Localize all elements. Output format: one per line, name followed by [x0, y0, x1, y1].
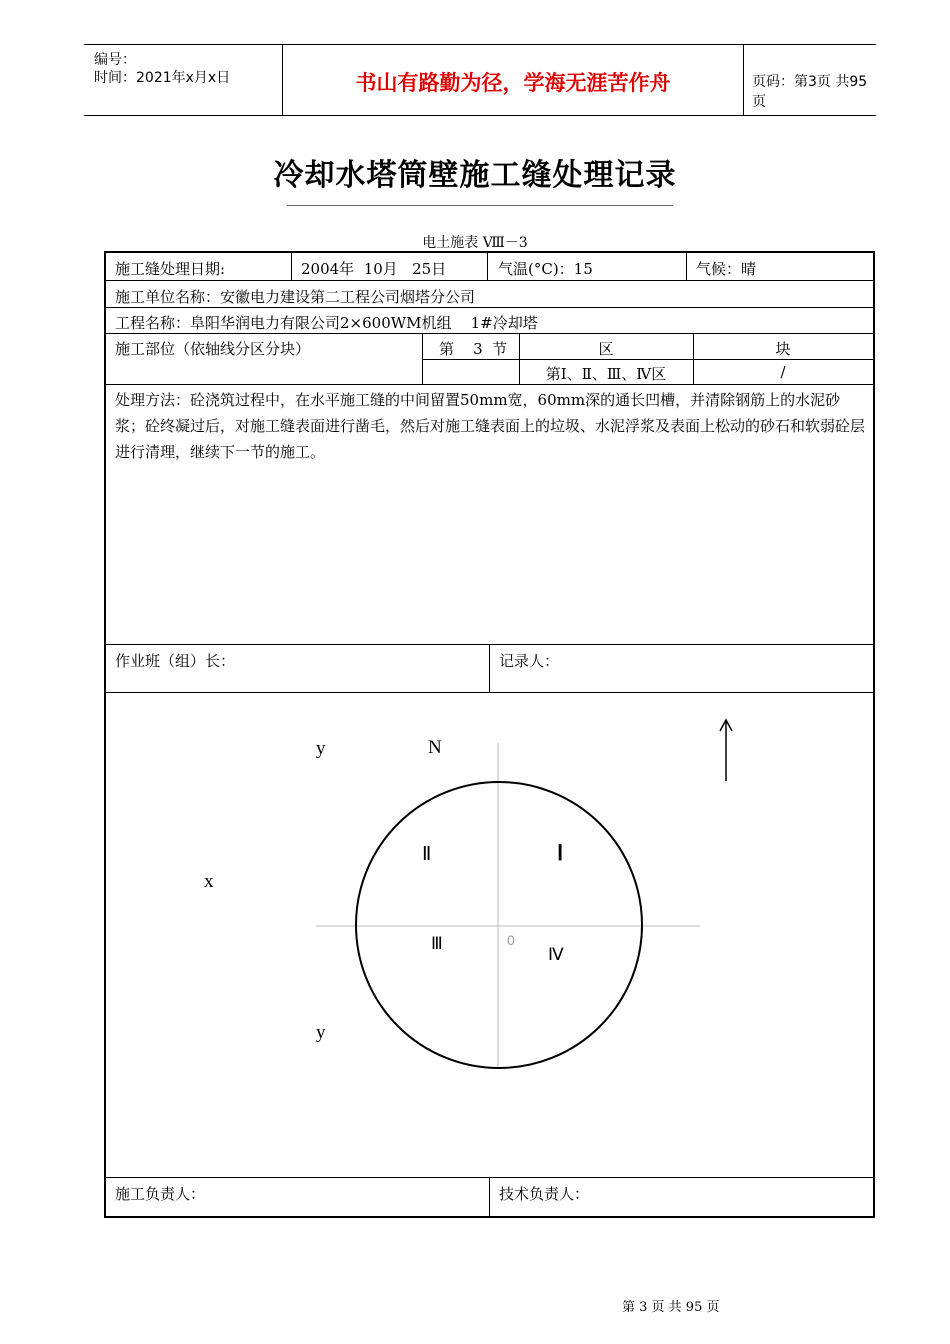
page-info: 页码：第3页 共95页	[752, 74, 868, 110]
page-footer: 第 3 页 共 95 页	[622, 1300, 720, 1315]
quadrant-4-label: Ⅳ	[548, 945, 564, 964]
weather: 气候：晴	[696, 260, 757, 278]
project-name: 工程名称：阜阳华润电力有限公司2×600WM机组 1#冷却塔	[115, 314, 538, 332]
quadrant-2-label: Ⅱ	[422, 844, 432, 865]
col-divider	[489, 644, 490, 692]
motto-box	[282, 45, 744, 115]
north-label: N	[428, 737, 442, 758]
block-header: 块	[775, 340, 791, 358]
time-label: 时间：2021年x月x日	[94, 70, 231, 86]
number-label: 编号：	[94, 52, 136, 68]
recorder-label: 记录人：	[499, 652, 560, 670]
zone-header: 区	[598, 340, 614, 358]
origin-label: 0	[507, 932, 515, 948]
row-divider	[106, 333, 873, 334]
motto-text: 书山有路勤为径，学海无涯苦作舟	[355, 71, 671, 95]
col-divider	[487, 253, 488, 280]
col-divider	[422, 333, 423, 384]
col-divider	[291, 253, 292, 280]
construction-lead-label: 施工负责人：	[115, 1185, 206, 1203]
date-value: 2004年 10月 25日	[301, 260, 447, 278]
col-divider	[686, 253, 687, 280]
team-leader-label: 作业班（组）长：	[115, 652, 236, 670]
section-number: 第 3 节	[439, 340, 508, 358]
record-form	[104, 251, 875, 1218]
date-label: 施工缝处理日期:	[115, 260, 226, 278]
construction-unit: 施工单位名称：安徽电力建设第二工程公司烟塔分公司	[115, 288, 476, 306]
location-label: 施工部位（依轴线分区分块）	[115, 340, 311, 358]
row-divider	[106, 307, 873, 308]
y-bottom-label: y	[316, 1022, 326, 1043]
quadrant-1-label: Ⅰ	[557, 841, 564, 865]
row-divider	[106, 384, 873, 385]
header-meta	[84, 45, 282, 115]
form-code: 电土施表 Ⅷ－3	[422, 235, 528, 251]
treatment-method: 处理方法：砼浇筑过程中，在水平施工缝的中间留置50mm宽，60mm深的通长凹槽，并清除钢筋上的水泥砂浆；砼终凝过后，对施工缝表面进行凿毛，然后对施工缝表面上的垃圾、水泥浮浆及表面上松动的砂石和软弱砼层进行清理，继续下一节的施工。	[115, 391, 866, 461]
zone-diagram	[106, 693, 873, 1177]
quadrant-3-label: Ⅲ	[431, 934, 443, 953]
x-label: x	[204, 871, 214, 892]
title-underline	[287, 205, 673, 206]
row-divider	[106, 280, 873, 281]
block-value: /	[780, 363, 786, 381]
tower-circle	[356, 782, 642, 1068]
row-divider	[422, 359, 873, 360]
document-title: 冷却水塔筒壁施工缝处理记录	[273, 158, 677, 193]
col-divider	[489, 1177, 490, 1218]
zone-value: 第Ⅰ、Ⅱ、Ⅲ、Ⅳ区	[545, 365, 667, 383]
temperature: 气温(°C)：15	[498, 260, 593, 278]
tech-lead-label: 技术负责人：	[499, 1185, 590, 1203]
y-top-label: y	[316, 738, 326, 759]
page-header	[84, 44, 876, 116]
